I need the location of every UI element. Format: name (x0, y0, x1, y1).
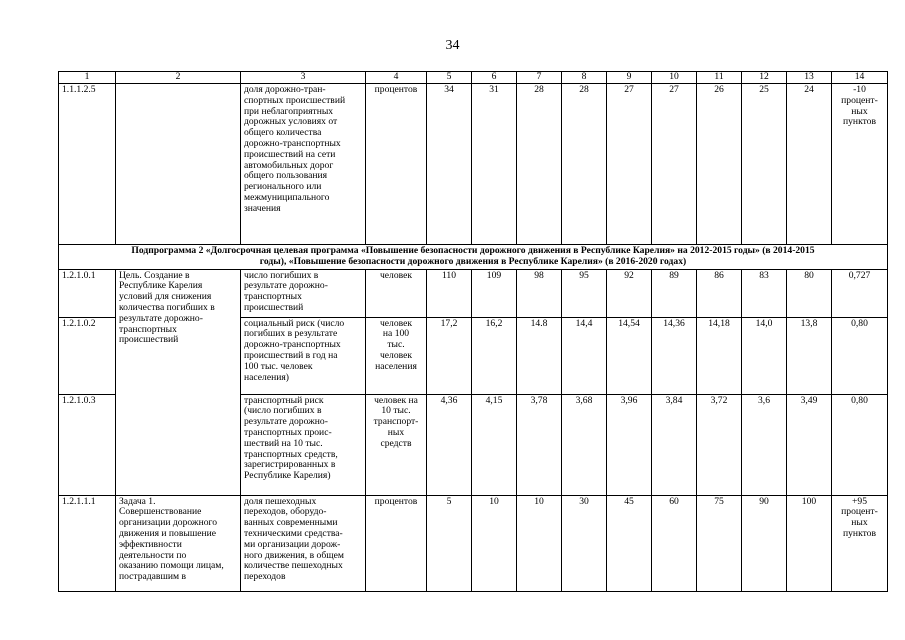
value-cell: 10 (517, 495, 562, 591)
value-cell: 14,36 (652, 317, 697, 394)
value-cell: 25 (742, 84, 787, 245)
table-row (59, 495, 888, 591)
column-number-row (59, 72, 888, 84)
unit-cell: человек на 10 тыс. транспорт- ных средств (366, 394, 427, 495)
value-cell: 109 (472, 269, 517, 317)
value-cell: 3,68 (562, 394, 607, 495)
subprogram-title: Подпрограмма 2 «Долгосрочная целевая программа «Повышение безопасности дорожного движения в Республике Карелия» на 2012-2015 годы» (в 2014-2015 годы), «Повышение безопасности дорожного движения в Республике Карелия» (в 2016-2020 годах) (59, 245, 888, 270)
row-code: 1.2.1.0.2 (59, 317, 116, 394)
row-code: 1.1.1.2.5 (59, 84, 116, 245)
page-number: 34 (445, 38, 460, 53)
unit-cell: человек (366, 269, 427, 317)
value-cell: 14,4 (562, 317, 607, 394)
column-number: 13 (787, 72, 832, 84)
column-number: 7 (517, 72, 562, 84)
value-cell: 92 (607, 269, 652, 317)
value-cell: 3,78 (517, 394, 562, 495)
value-cell: 3,84 (652, 394, 697, 495)
column-number: 1 (59, 72, 116, 84)
value-cell: 3,49 (787, 394, 832, 495)
value-cell: 28 (517, 84, 562, 245)
value-cell: 98 (517, 269, 562, 317)
value-cell: 4,15 (472, 394, 517, 495)
column-number: 5 (427, 72, 472, 84)
value-cell: 83 (742, 269, 787, 317)
change-cell: -10 процент- ных пунктов (832, 84, 888, 245)
row-code: 1.2.1.1.1 (59, 495, 116, 591)
value-cell: 80 (787, 269, 832, 317)
indicator-cell: социальный риск (число погибших в результате дорожно-транспортных происшествий в год на 100 тыс. человек населения) (241, 317, 366, 394)
value-cell: 31 (472, 84, 517, 245)
column-number: 12 (742, 72, 787, 84)
value-cell: 86 (697, 269, 742, 317)
value-cell: 13,8 (787, 317, 832, 394)
column-number: 9 (607, 72, 652, 84)
value-cell: 4,36 (427, 394, 472, 495)
value-cell: 30 (562, 495, 607, 591)
unit-cell: процентов (366, 495, 427, 591)
indicator-cell: доля дорожно-тран- спортных происшествий при неблагоприятных дорожных условиях от общего количества дорожно-транспортных происшествий на сети автомобильных дорог общего пользования регионального или межмуниципального значения (241, 84, 366, 245)
value-cell: 27 (607, 84, 652, 245)
column-number: 4 (366, 72, 427, 84)
change-cell: 0,727 (832, 269, 888, 317)
change-cell: 0,80 (832, 317, 888, 394)
value-cell: 24 (787, 84, 832, 245)
task-cell: Задача 1. Совершенствование организации дорожного движения и повышение эффективности деятельности по оказанию помощи лицам, пострадавшим в (116, 495, 241, 591)
column-number: 3 (241, 72, 366, 84)
column-number: 8 (562, 72, 607, 84)
value-cell: 100 (787, 495, 832, 591)
value-cell: 95 (562, 269, 607, 317)
unit-cell: процентов (366, 84, 427, 245)
indicator-cell: число погибших в результате дорожно- транспортных происшествий (241, 269, 366, 317)
indicators-table (58, 71, 888, 592)
goal-cell (116, 84, 241, 245)
table-row (59, 269, 888, 317)
row-code: 1.2.1.0.1 (59, 269, 116, 317)
value-cell: 34 (427, 84, 472, 245)
indicator-cell: доля пешеходных переходов, оборудо- ванных современными техническими средства- ми организации дорож- ного движения, в общем количестве пешеходных переходов (241, 495, 366, 591)
value-cell: 45 (607, 495, 652, 591)
subprogram-row (59, 245, 888, 270)
value-cell: 89 (652, 269, 697, 317)
value-cell: 14,0 (742, 317, 787, 394)
column-number: 11 (697, 72, 742, 84)
table-row (59, 84, 888, 245)
value-cell: 90 (742, 495, 787, 591)
value-cell: 3,72 (697, 394, 742, 495)
change-cell: +95 процент- ных пунктов (832, 495, 888, 591)
value-cell: 10 (472, 495, 517, 591)
indicator-cell: транспортный риск (число погибших в результате дорожно- транспортных проис- шествий на 10 тыс. транспортных средств, зарегистрированных в Республике Карелия) (241, 394, 366, 495)
value-cell: 3,6 (742, 394, 787, 495)
value-cell: 14.8 (517, 317, 562, 394)
value-cell: 5 (427, 495, 472, 591)
change-cell: 0,80 (832, 394, 888, 495)
value-cell: 110 (427, 269, 472, 317)
column-number: 6 (472, 72, 517, 84)
value-cell: 16,2 (472, 317, 517, 394)
value-cell: 17,2 (427, 317, 472, 394)
value-cell: 75 (697, 495, 742, 591)
value-cell: 60 (652, 495, 697, 591)
column-number: 14 (832, 72, 888, 84)
value-cell: 14,54 (607, 317, 652, 394)
value-cell: 27 (652, 84, 697, 245)
column-number: 2 (116, 72, 241, 84)
value-cell: 28 (562, 84, 607, 245)
column-number: 10 (652, 72, 697, 84)
value-cell: 26 (697, 84, 742, 245)
unit-cell: человек на 100 тыс. человек населения (366, 317, 427, 394)
goal-cell: Цель. Создание в Республике Карелия условий для снижения количества погибших в результате дорожно- транспортных происшествий (116, 269, 241, 495)
value-cell: 3,96 (607, 394, 652, 495)
value-cell: 14,18 (697, 317, 742, 394)
row-code: 1.2.1.0.3 (59, 394, 116, 495)
